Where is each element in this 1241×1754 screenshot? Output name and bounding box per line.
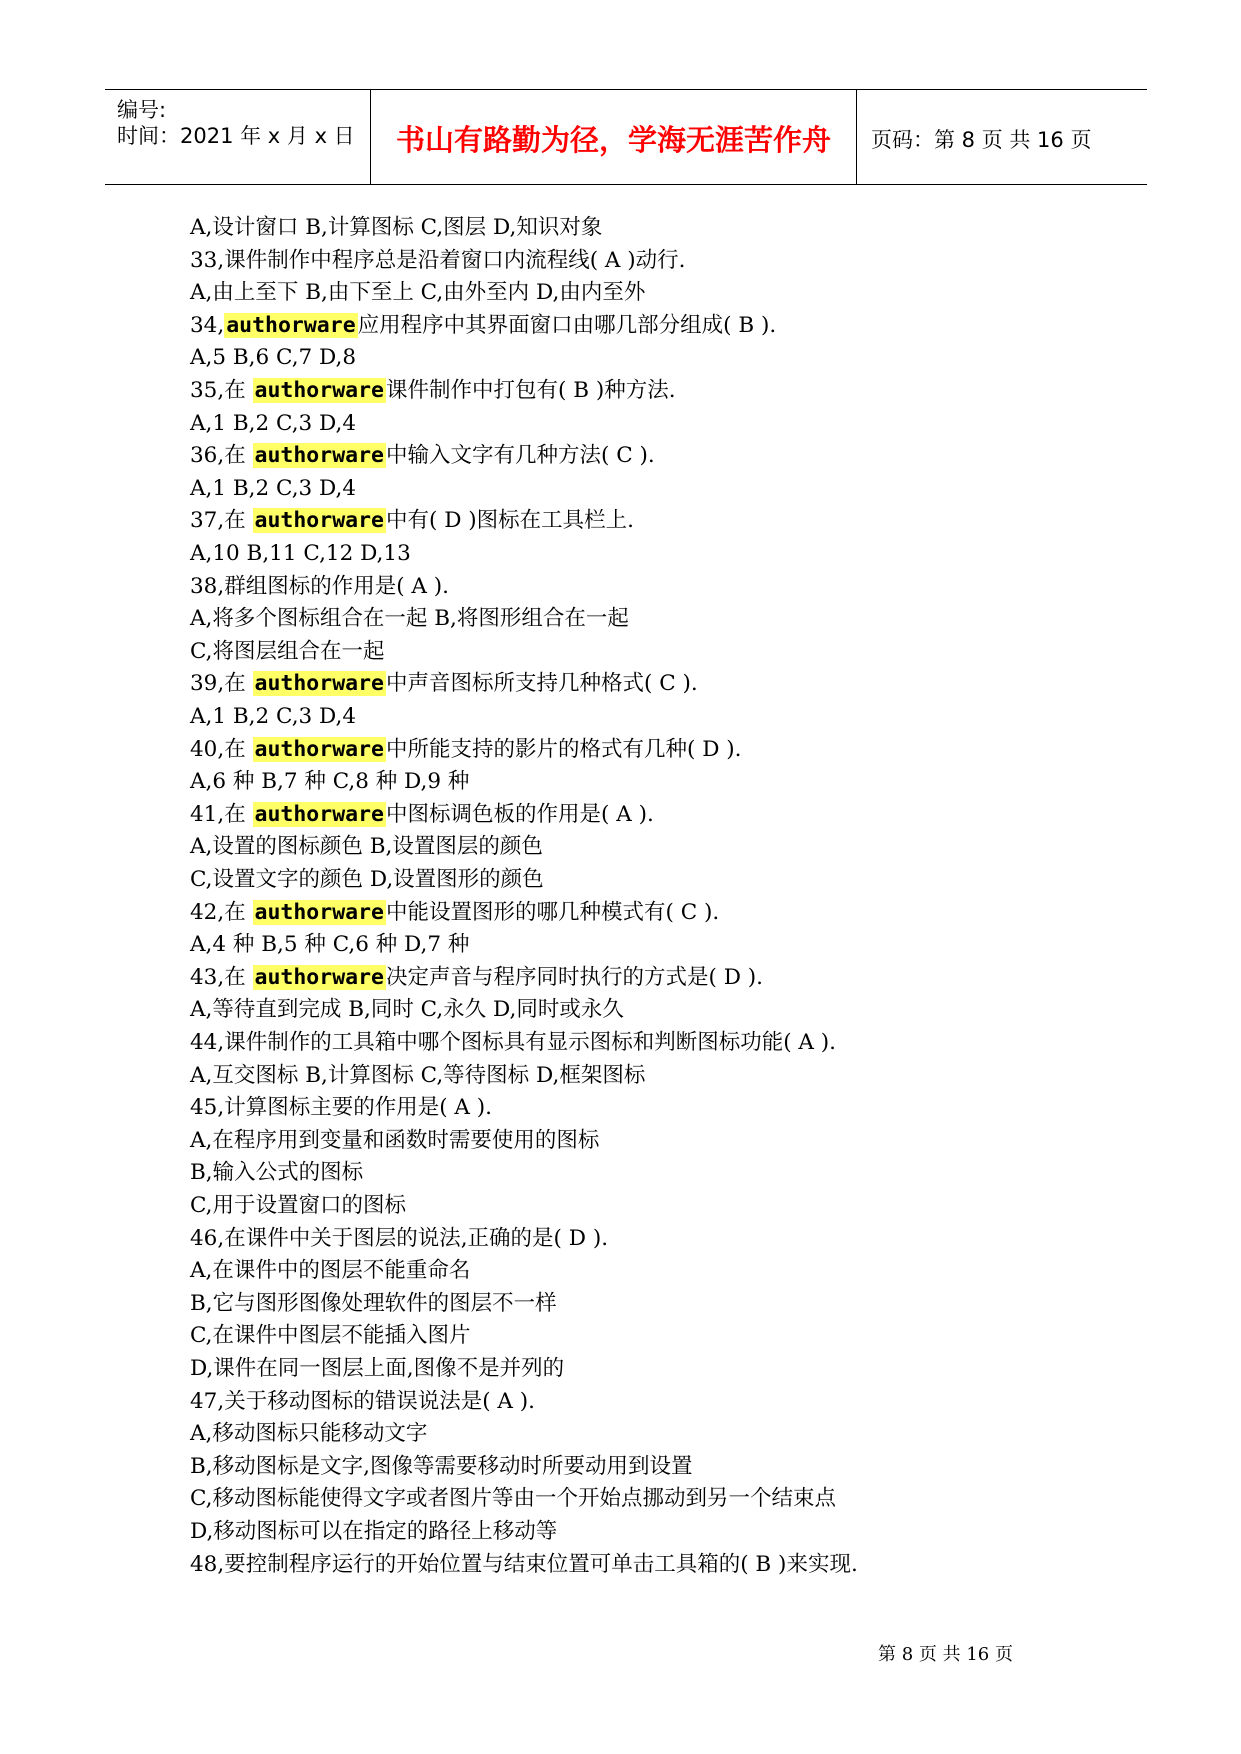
text-line	[190, 701, 356, 734]
highlighted-keyword: authorware	[254, 736, 384, 762]
text-line	[190, 212, 602, 245]
text-line	[190, 245, 686, 278]
text-line	[190, 831, 543, 864]
line-text: B,它与图形图像处理软件的图层不一样	[190, 1290, 557, 1316]
line-text: 41,在	[190, 801, 253, 827]
text-line	[190, 994, 624, 1027]
line-text-continued: 中声音图标所支持几种格式( C ).	[385, 671, 698, 697]
text-line	[190, 864, 544, 897]
line-text: 35,在	[190, 378, 253, 403]
line-text: C,设置文字的颜色 D,设置图形的颜色	[190, 867, 544, 892]
line-text: 37,在	[190, 508, 253, 534]
line-text-continued: 中图标调色板的作用是( A ).	[385, 801, 654, 827]
line-text: D,移动图标可以在指定的路径上移动等	[190, 1519, 558, 1544]
line-text: A,将多个图标组合在一起 B,将图形组合在一起	[190, 606, 629, 632]
page-footer: 第 8 页 共 16 页	[878, 1644, 1013, 1665]
line-text: A,1 B,2 C,3 D,4	[190, 475, 357, 501]
text-line	[190, 1255, 470, 1288]
highlighted-keyword: authorware	[226, 312, 356, 338]
highlighted-keyword: authorware	[254, 964, 384, 990]
text-line	[190, 962, 763, 995]
line-text: 40,在	[190, 736, 253, 762]
line-text: A,等待直到完成 B,同时 C,永久 D,同时或永久	[190, 997, 624, 1023]
text-line	[190, 408, 356, 441]
text-line	[190, 1516, 557, 1549]
line-text: A,互交图标 B,计算图标 C,等待图标 D,框架图标	[190, 1062, 646, 1088]
header-motto-cell	[370, 90, 857, 184]
text-line	[190, 1223, 608, 1256]
highlighted-keyword: authorware	[254, 671, 384, 697]
line-text: A,10 B,11 C,12 D,13	[190, 541, 411, 566]
highlighted-keyword: authorware	[254, 443, 384, 469]
document-time-label: 时间：2021 年 x 月 x 日	[117, 124, 355, 148]
header-page-label: 页码：第 8 页 共 16 页	[871, 128, 1092, 152]
text-line	[190, 603, 629, 636]
text-line	[190, 1483, 836, 1516]
line-text: 38,群组图标的作用是( A ).	[190, 573, 449, 599]
text-line	[190, 1157, 363, 1190]
line-text: A,设置的图标颜色 B,设置图层的颜色	[190, 834, 543, 860]
line-text-continued: 应用程序中其界面窗口由哪几部分组成( B ).	[357, 312, 777, 338]
line-text: B,移动图标是文字,图像等需要移动时所要动用到设置	[190, 1453, 693, 1479]
line-text: 48,要控制程序运行的开始位置与结束位置可单击工具箱的( B )来实现.	[190, 1551, 858, 1577]
text-line	[190, 375, 676, 408]
line-text: 33,课件制作中程序总是沿着窗口内流程线( A )动行.	[190, 247, 686, 273]
text-line	[190, 766, 469, 799]
line-text: A,在程序用到变量和函数时需要使用的图标	[190, 1127, 600, 1153]
line-text: 44,课件制作的工具箱中哪个图标具有显示图标和判断图标功能( A ).	[190, 1030, 837, 1055]
text-line	[190, 473, 356, 506]
text-line	[190, 1418, 427, 1451]
text-line	[190, 440, 655, 473]
line-text: 47,关于移动图标的错误说法是( A ).	[190, 1388, 535, 1414]
line-text-continued: 中所能支持的影片的格式有几种( D ).	[385, 736, 742, 762]
line-text: A,设计窗口 B,计算图标 C,图层 D,知识对象	[190, 215, 603, 240]
line-text: 43,在	[190, 964, 253, 990]
line-text-continued: 课件制作中打包有( B )种方法.	[385, 378, 676, 403]
highlighted-keyword: authorware	[254, 378, 384, 403]
header-info-cell	[105, 90, 370, 184]
line-text: A,移动图标只能移动文字	[190, 1421, 428, 1447]
text-line	[190, 1320, 471, 1353]
line-text: 45,计算图标主要的作用是( A ).	[190, 1095, 492, 1121]
header-page-cell	[857, 90, 1147, 184]
text-line	[190, 1288, 557, 1321]
text-line	[190, 1027, 836, 1060]
text-line	[190, 668, 698, 701]
text-line	[190, 1549, 858, 1582]
text-line	[190, 571, 449, 604]
line-text: C,将图层组合在一起	[190, 638, 385, 664]
text-line	[190, 636, 385, 669]
text-line	[190, 1125, 599, 1158]
line-text: A,5 B,6 C,7 D,8	[190, 345, 357, 371]
line-text: A,1 B,2 C,3 D,4	[190, 704, 357, 729]
line-text: A,在课件中的图层不能重命名	[190, 1258, 471, 1284]
text-line	[190, 1190, 406, 1223]
text-line	[190, 505, 634, 538]
text-line	[190, 1353, 564, 1386]
line-text-continued: 决定声音与程序同时执行的方式是( D ).	[385, 964, 764, 990]
line-text: 34,	[190, 312, 225, 338]
text-line	[190, 342, 356, 375]
line-text: 46,在课件中关于图层的说法,正确的是( D ).	[190, 1225, 609, 1251]
document-number-label: 编号:	[117, 98, 167, 122]
text-line	[190, 1060, 645, 1093]
highlighted-keyword: authorware	[254, 801, 384, 827]
line-text: C,移动图标能使得文字或者图片等由一个开始点挪动到另一个结束点	[190, 1486, 837, 1512]
line-text-continued: 中输入文字有几种方法( C ).	[385, 443, 655, 469]
text-line	[190, 799, 654, 832]
text-line	[190, 1451, 692, 1484]
highlighted-keyword: authorware	[254, 508, 384, 534]
text-line	[190, 929, 469, 962]
line-text: B,输入公式的图标	[190, 1160, 364, 1186]
text-line	[190, 1092, 492, 1125]
line-text: 39,在	[190, 671, 253, 697]
text-line	[190, 897, 719, 930]
highlighted-keyword: authorware	[254, 899, 384, 925]
text-line	[190, 310, 776, 343]
line-text: A,6 种 B,7 种 C,8 种 D,9 种	[190, 769, 470, 795]
line-text-continued: 中能设置图形的哪几种模式有( C ).	[385, 899, 720, 925]
line-text: A,由上至下 B,由下至上 C,由外至内 D,由内至外	[190, 280, 646, 306]
line-text: C,在课件中图层不能插入图片	[190, 1323, 471, 1349]
line-text: D,课件在同一图层上面,图像不是并列的	[190, 1356, 565, 1381]
text-line	[190, 538, 411, 571]
header-motto: 书山有路勤为径，学海无涯苦作舟	[395, 123, 831, 157]
line-text: A,4 种 B,5 种 C,6 种 D,7 种	[190, 932, 470, 958]
line-text: A,1 B,2 C,3 D,4	[190, 410, 357, 436]
document-header	[105, 89, 1147, 185]
text-line	[190, 1386, 535, 1419]
line-text: C,用于设置窗口的图标	[190, 1193, 407, 1218]
text-line	[190, 734, 742, 767]
line-text: 42,在	[190, 899, 253, 925]
line-text-continued: 中有( D )图标在工具栏上.	[385, 508, 635, 534]
line-text: 36,在	[190, 443, 253, 469]
text-line	[190, 277, 645, 310]
